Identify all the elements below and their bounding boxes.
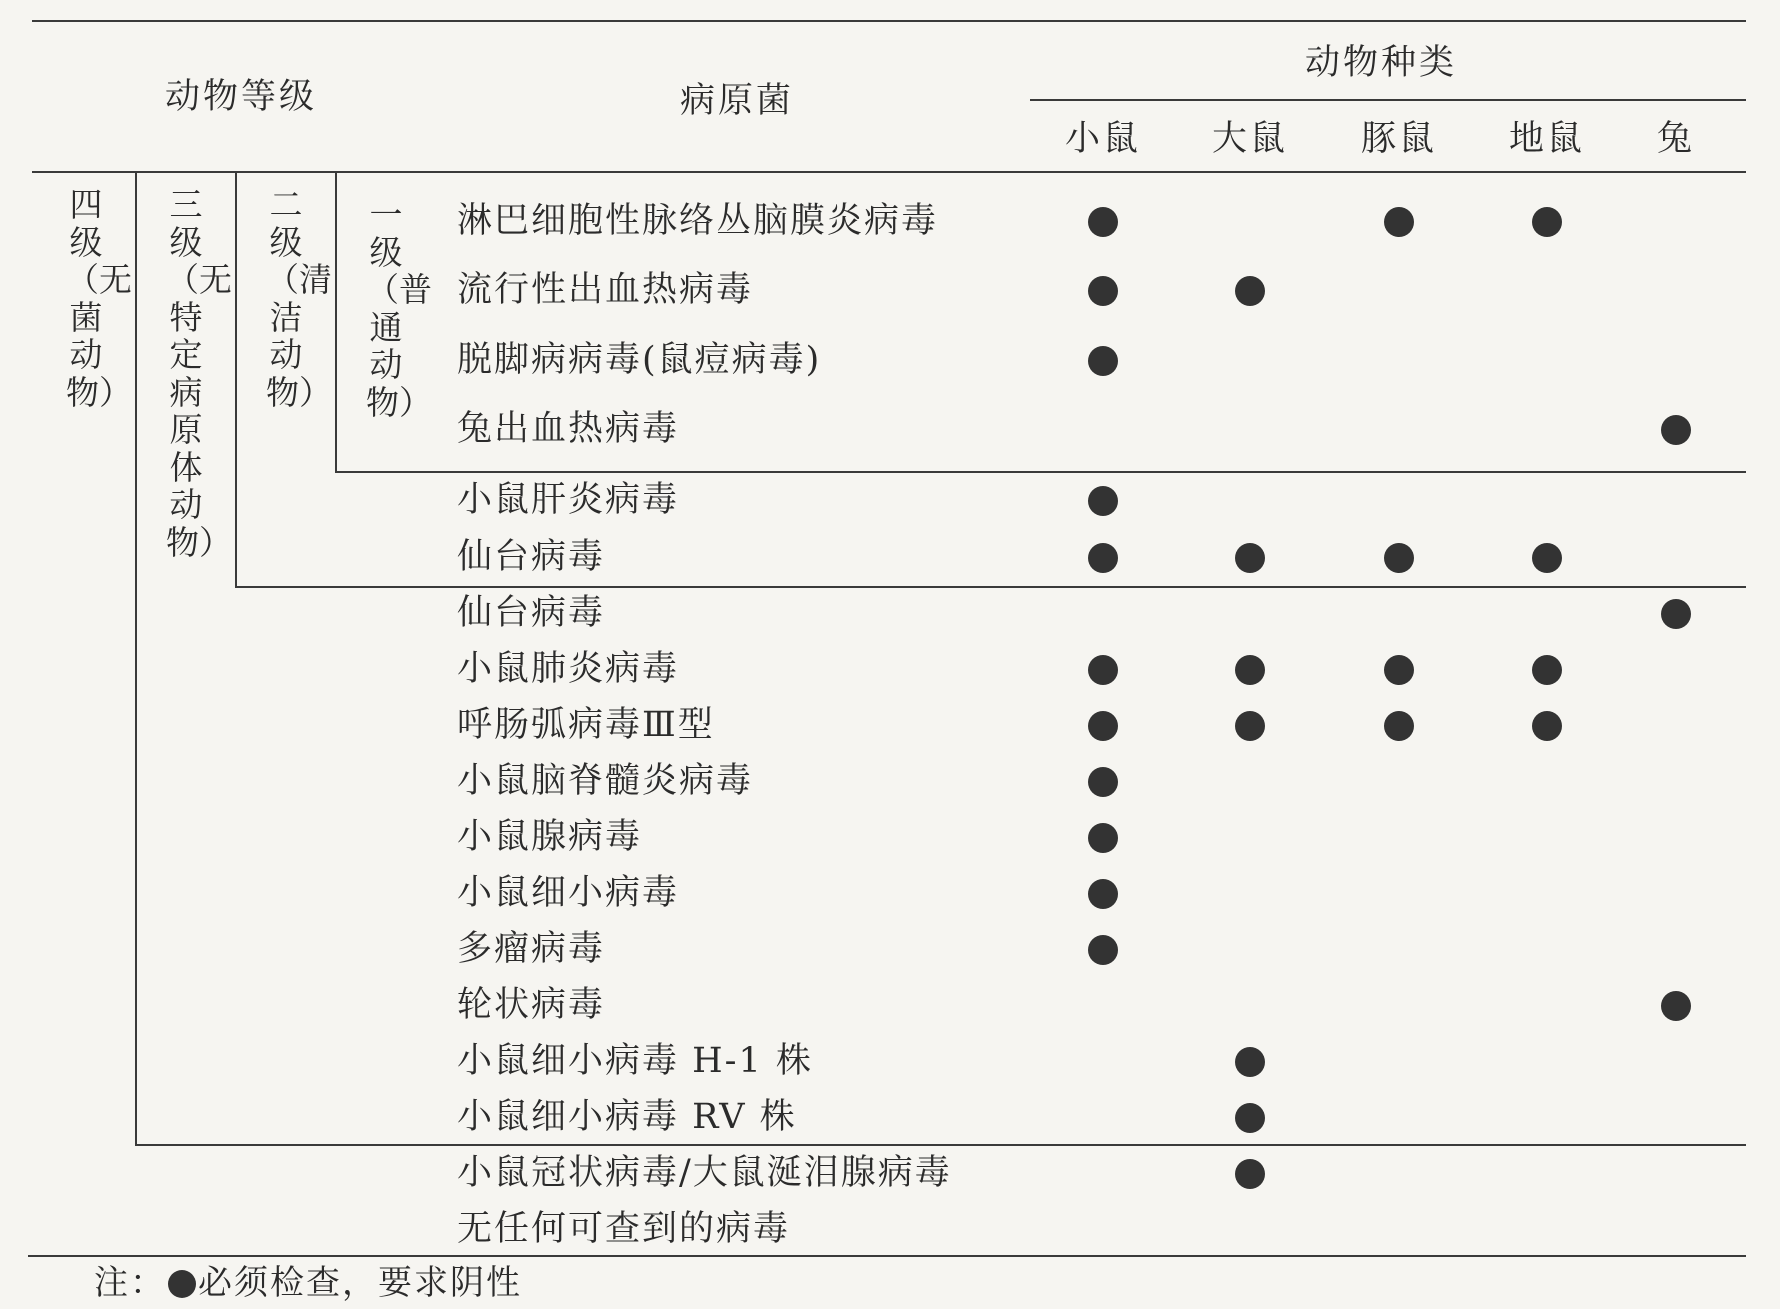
required-check-dot-icon <box>1384 711 1414 741</box>
pathogen-name: 无任何可查到的病毒 <box>457 1209 791 1249</box>
required-check-dot-icon <box>1088 346 1118 376</box>
pathogen-name: 小鼠细小病毒 H-1 株 <box>457 1041 813 1081</box>
species-header-mouse: 小鼠 <box>1064 119 1142 159</box>
required-check-dot-icon <box>1088 711 1118 741</box>
pathogen-name: 小鼠细小病毒 <box>457 873 680 913</box>
required-check-dot-icon <box>1661 991 1691 1021</box>
required-check-dot-icon <box>1384 543 1414 573</box>
species-header-rat: 大鼠 <box>1211 119 1289 159</box>
required-check-dot-icon <box>1661 599 1691 629</box>
species-header-rule <box>1030 99 1746 101</box>
pathogen-name: 小鼠腺病毒 <box>457 817 643 857</box>
pathogen-name: 仙台病毒 <box>457 593 606 633</box>
footnote-prefix: 注： <box>94 1263 166 1303</box>
pathogen-name: 小鼠肝炎病毒 <box>457 480 680 520</box>
species-group-header: 动物种类 <box>1304 43 1458 83</box>
grade2-end-rule <box>235 586 1746 588</box>
required-check-dot-icon <box>1088 276 1118 306</box>
grade3-bracket <box>135 171 137 1146</box>
pathogen-name: 流行性出血热病毒 <box>457 270 754 310</box>
required-check-dot-icon <box>1088 655 1118 685</box>
pathogen-name: 多瘤病毒 <box>457 929 606 969</box>
top-rule <box>32 20 1746 22</box>
grade3-end-rule <box>135 1144 1746 1146</box>
header-bottom-rule <box>32 171 1746 173</box>
required-check-dot-icon <box>1532 543 1562 573</box>
required-check-dot-icon <box>1088 207 1118 237</box>
required-check-dot-icon <box>1088 935 1118 965</box>
pathogen-name: 呼肠弧病毒Ⅲ型 <box>457 705 715 745</box>
grade2-bracket <box>235 171 237 588</box>
species-header-rabbit: 兔 <box>1656 119 1696 159</box>
bottom-rule <box>28 1255 1746 1257</box>
required-dot-icon <box>168 1270 196 1298</box>
pathogen-name: 轮状病毒 <box>457 985 606 1025</box>
footnote-text: 必须检查，要求阴性 <box>198 1263 522 1303</box>
required-check-dot-icon <box>1235 543 1265 573</box>
required-check-dot-icon <box>1235 1103 1265 1133</box>
required-check-dot-icon <box>1384 207 1414 237</box>
required-check-dot-icon <box>1532 655 1562 685</box>
footnote <box>94 1263 522 1303</box>
grade-label-level1: 一级（普通动物） <box>366 195 432 422</box>
grade-label-level3: 三级（无特定病原体动物） <box>166 185 232 562</box>
pathogen-name: 小鼠冠状病毒/大鼠涎泪腺病毒 <box>457 1153 952 1193</box>
required-check-dot-icon <box>1532 207 1562 237</box>
pathogen-name: 淋巴细胞性脉络丛脑膜炎病毒 <box>457 201 939 241</box>
pathogen-name: 小鼠肺炎病毒 <box>457 649 680 689</box>
pathogen-column-header: 病原菌 <box>680 81 795 121</box>
required-check-dot-icon <box>1235 711 1265 741</box>
required-check-dot-icon <box>1088 486 1118 516</box>
species-header-guinea-pig: 豚鼠 <box>1360 119 1438 159</box>
grade-label-level2: 二级（清洁动物） <box>266 185 332 412</box>
required-check-dot-icon <box>1235 1159 1265 1189</box>
species-header-hamster: 地鼠 <box>1508 119 1586 159</box>
grade1-bracket <box>335 171 337 473</box>
grade-column-header: 动物等级 <box>165 77 318 117</box>
pathogen-name: 小鼠细小病毒 RV 株 <box>457 1097 797 1137</box>
required-check-dot-icon <box>1235 655 1265 685</box>
pathogen-name: 小鼠脑脊髓炎病毒 <box>457 761 754 801</box>
required-check-dot-icon <box>1235 276 1265 306</box>
required-check-dot-icon <box>1235 1047 1265 1077</box>
required-check-dot-icon <box>1088 823 1118 853</box>
required-check-dot-icon <box>1532 711 1562 741</box>
required-check-dot-icon <box>1661 415 1691 445</box>
pathogen-name: 脱脚病病毒(鼠痘病毒) <box>457 340 822 380</box>
required-check-dot-icon <box>1088 767 1118 797</box>
required-check-dot-icon <box>1384 655 1414 685</box>
pathogen-name: 仙台病毒 <box>457 537 606 577</box>
pathogen-name: 兔出血热病毒 <box>457 409 680 449</box>
grade-label-level4: 四级（无菌动物） <box>66 185 132 412</box>
required-check-dot-icon <box>1088 543 1118 573</box>
grade1-end-rule <box>335 471 1746 473</box>
required-check-dot-icon <box>1088 879 1118 909</box>
